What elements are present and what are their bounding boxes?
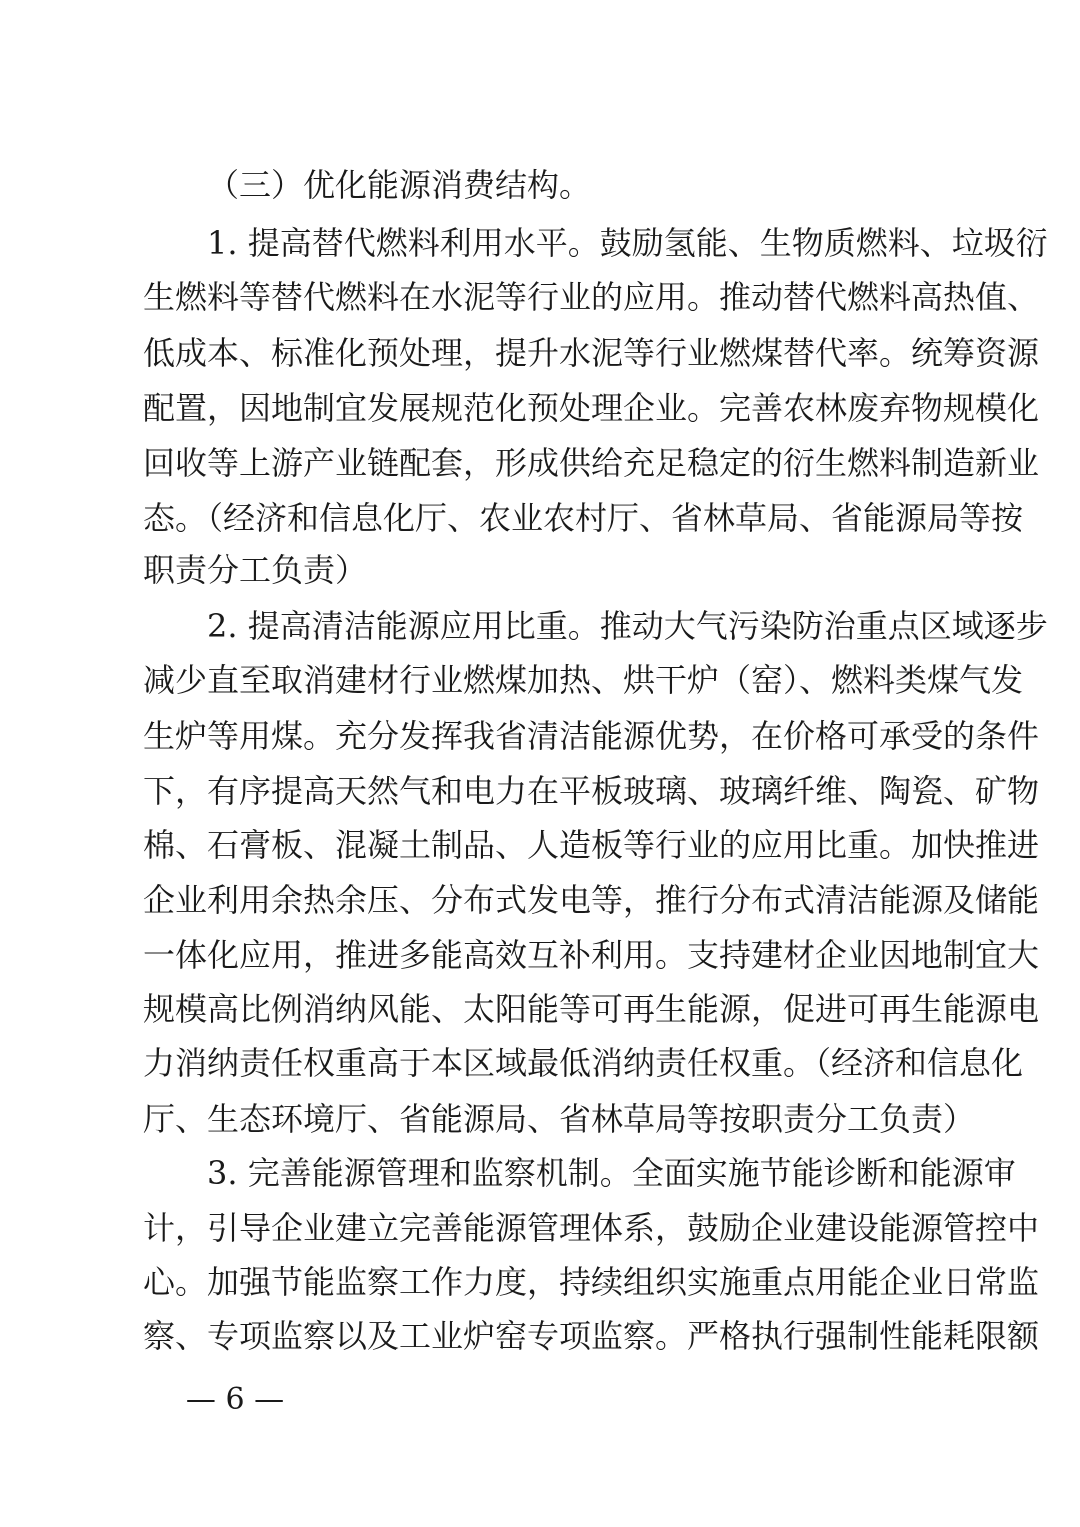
text-line: 心。加强节能监察工作力度，持续组织实施重点用能企业日常监 (143, 1263, 1040, 1301)
text-line: 回收等上游产业链配套，形成供给充足稳定的衍生燃料制造新业 (143, 444, 1040, 482)
section-heading: （三）优化能源消费结构。 (207, 166, 592, 204)
text-line: 企业利用余热余压、分布式发电等，推行分布式清洁能源及储能 (143, 881, 1040, 919)
text-line: 2. 提高清洁能源应用比重。推动大气污染防治重点区域逐步 (207, 607, 1048, 645)
text-line: 生燃料等替代燃料在水泥等行业的应用。推动替代燃料高热值、 (143, 278, 1040, 316)
text-line: 减少直至取消建材行业燃煤加热、烘干炉（窑）、燃料类煤气发 (143, 661, 1024, 699)
text-line: 低成本、标准化预处理，提升水泥等行业燃煤替代率。统筹资源 (143, 334, 1040, 372)
text-line: 3. 完善能源管理和监察机制。全面实施节能诊断和能源审 (207, 1154, 1016, 1192)
page-number: — 6 — (185, 1382, 285, 1417)
text-line: 1. 提高替代燃料利用水平。鼓励氢能、生物质燃料、垃圾衍 (207, 224, 1048, 262)
text-line: 力消纳责任权重高于本区域最低消纳责任权重。（经济和信息化 (143, 1044, 1024, 1082)
text-line: 棉、石膏板、混凝土制品、人造板等行业的应用比重。加快推进 (143, 826, 1040, 864)
text-line: 厅、生态环境厅、省能源局、省林草局等按职责分工负责） (143, 1100, 976, 1138)
text-line: 下，有序提高天然气和电力在平板玻璃、玻璃纤维、陶瓷、矿物 (143, 772, 1040, 810)
text-line: 态。（经济和信息化厅、农业农村厅、省林草局、省能源局等按 (143, 499, 1024, 537)
text-line: 察、专项监察以及工业炉窑专项监察。严格执行强制性能耗限额 (143, 1317, 1040, 1355)
text-line: 职责分工负责） (143, 551, 368, 589)
text-line: 生炉等用煤。充分发挥我省清洁能源优势，在价格可承受的条件 (143, 717, 1040, 755)
text-line: 规模高比例消纳风能、太阳能等可再生能源，促进可再生能源电 (143, 990, 1040, 1028)
text-line: 一体化应用，推进多能高效互补利用。支持建材企业因地制宜大 (143, 936, 1040, 974)
text-line: 计，引导企业建立完善能源管理体系，鼓励企业建设能源管控中 (143, 1209, 1040, 1247)
text-line: 配置，因地制宜发展规范化预处理企业。完善农林废弃物规模化 (143, 389, 1040, 427)
